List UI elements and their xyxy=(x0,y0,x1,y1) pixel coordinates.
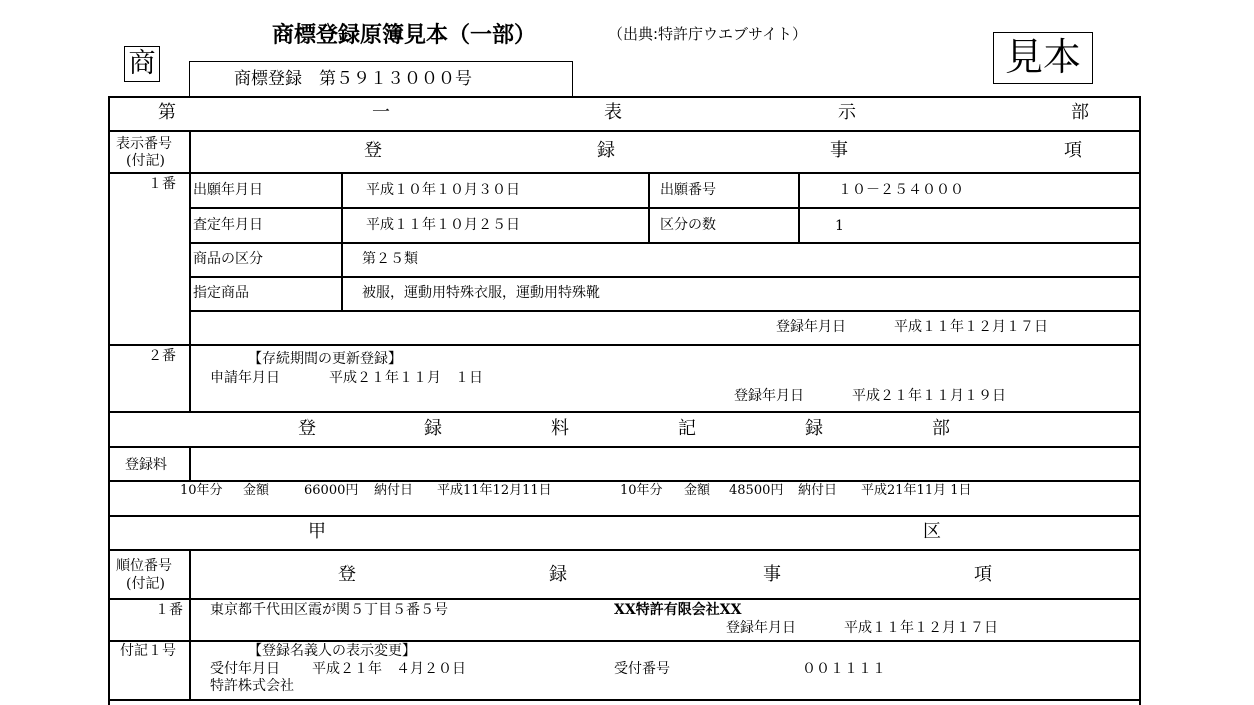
field-value: 平成２１年１１月 １日 xyxy=(329,370,483,386)
col-label-rank-no: 順位番号 xyxy=(116,558,172,574)
field-label: 申請年月日 xyxy=(210,370,280,386)
section2-heading-char: 料 xyxy=(551,418,569,439)
col-heading-char: 事 xyxy=(830,140,848,161)
fee-paid-label: 納付日 xyxy=(374,483,414,498)
section1-heading-char: 部 xyxy=(1071,102,1089,123)
field-label: 商品の区分 xyxy=(193,251,263,267)
source-note: （出典:特許庁ウエブサイト） xyxy=(608,25,808,43)
reg-date-label: 登録年月日 xyxy=(776,319,846,335)
fee-amount-label: 金額 xyxy=(684,483,711,498)
entry-title: 【登録名義人の表示変更】 xyxy=(248,643,416,659)
reg-date: 平成１１年１２月１７日 xyxy=(844,620,998,636)
col-heading-char: 項 xyxy=(974,564,992,585)
section3-heading-char: 甲 xyxy=(308,521,326,542)
field-value: 第２５類 xyxy=(362,251,418,267)
section1-heading-char: 表 xyxy=(604,102,622,123)
field-label: 受付年月日 xyxy=(210,661,280,677)
col-heading-char: 録 xyxy=(597,140,615,161)
field-value: １０－２５４０００ xyxy=(838,182,964,198)
owner-address: 東京都千代田区霞が関５丁目５番５号 xyxy=(210,602,448,618)
entry-number: ２番 xyxy=(148,348,176,364)
reg-date-label: 登録年月日 xyxy=(734,388,804,404)
owner-name: XX特許有限会社XX xyxy=(614,602,742,618)
section2-heading-char: 録 xyxy=(805,418,823,439)
reg-date: 平成２１年１１月１９日 xyxy=(852,388,1006,404)
document-title: 商標登録原簿見本（一部） xyxy=(272,23,537,48)
field-label: 査定年月日 xyxy=(193,217,263,233)
field-label: 出願年月日 xyxy=(193,182,263,198)
field-value: ００１１１１ xyxy=(802,661,886,677)
field-value: 平成１０年１０月３０日 xyxy=(366,182,520,198)
section3-heading-char: 区 xyxy=(923,521,941,542)
section1-heading-char: 一 xyxy=(372,102,390,123)
entry-title: 【存続期間の更新登録】 xyxy=(248,351,402,367)
col-heading-char: 録 xyxy=(549,564,567,585)
field-label: 出願番号 xyxy=(660,182,716,198)
col-label-annex: (付記) xyxy=(126,153,165,169)
field-label: 指定商品 xyxy=(193,285,249,301)
reg-number-box xyxy=(189,61,573,97)
section1-heading-char: 示 xyxy=(838,102,856,123)
field-value: 平成２１年 ４月２０日 xyxy=(312,661,466,677)
col-heading-char: 事 xyxy=(763,564,781,585)
fee-period: 10年分 xyxy=(180,483,223,498)
section2-heading-char: 録 xyxy=(424,418,442,439)
field-value: 被服，運動用特殊衣服，運動用特殊靴 xyxy=(362,285,600,301)
fee-label: 登録料 xyxy=(125,457,167,473)
fee-paid-date: 平成11年12月11日 xyxy=(437,483,552,498)
registration-number: 商標登録 第５９１３０００号 xyxy=(234,69,472,89)
field-label: 受付番号 xyxy=(614,661,670,677)
field-value: 1 xyxy=(835,218,844,234)
company-name: 特許株式会社 xyxy=(210,678,294,694)
section2-heading-char: 記 xyxy=(678,418,696,439)
entry-number: １番 xyxy=(148,176,176,192)
col-heading-char: 登 xyxy=(338,564,356,585)
fee-paid-date: 平成21年11月 1日 xyxy=(861,483,972,498)
col-heading-char: 項 xyxy=(1064,140,1082,161)
section2-heading-char: 部 xyxy=(932,418,950,439)
field-value: 平成１１年１０月２５日 xyxy=(366,217,520,233)
field-label: 区分の数 xyxy=(660,217,716,233)
reg-date-label: 登録年月日 xyxy=(726,620,796,636)
col-heading-char: 登 xyxy=(364,140,382,161)
stamp-left: 商 xyxy=(124,46,160,82)
reg-date: 平成１１年１２月１７日 xyxy=(894,319,1048,335)
col-label-display-no: 表示番号 xyxy=(116,136,172,152)
fee-amount: 66000円 xyxy=(304,483,359,498)
section2-heading-char: 登 xyxy=(298,418,316,439)
entry-number: １番 xyxy=(155,602,183,618)
fee-amount-label: 金額 xyxy=(243,483,270,498)
fee-period: 10年分 xyxy=(620,483,663,498)
col-label-annex: (付記) xyxy=(126,576,165,592)
fee-paid-label: 納付日 xyxy=(798,483,838,498)
entry-number: 付記１号 xyxy=(120,643,176,659)
fee-amount: 48500円 xyxy=(729,483,784,498)
section1-heading-char: 第 xyxy=(158,102,176,123)
stamp-sample: 見本 xyxy=(993,32,1093,84)
